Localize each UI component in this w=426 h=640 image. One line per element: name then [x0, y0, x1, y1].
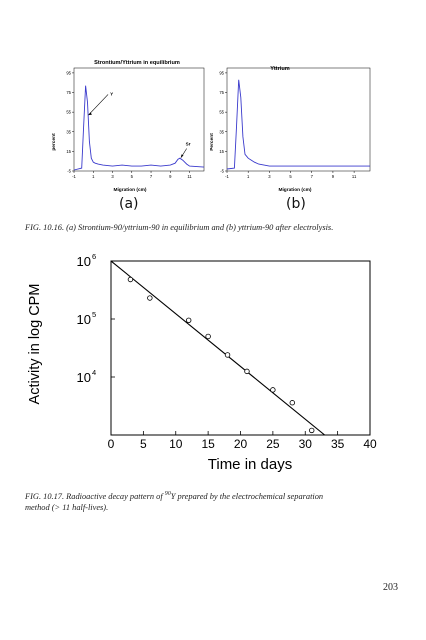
panel-label-a: (a)	[119, 196, 139, 212]
chart-c-y-tick-label: 10	[76, 254, 91, 269]
chart-c-y-tick-exponent: 4	[92, 368, 97, 377]
caption-text-post: Y prepared by the electrochemical separation	[170, 491, 324, 501]
chart-b-x-tick-label: -1	[225, 174, 229, 179]
chart-a-y-arrow	[88, 94, 108, 115]
chart-a-x-tick-label: 3	[111, 174, 114, 179]
chart-a-ylabel: percent	[52, 133, 57, 151]
chart-c-data-point	[148, 296, 153, 301]
chart-a-x-tick-label: 11	[187, 174, 192, 179]
chart-a-x-tick-label: -1	[72, 174, 76, 179]
caption-superscript: 90	[164, 491, 171, 497]
chart-b-y-tick-label: 55	[219, 109, 224, 115]
chart-strontium-yttrium	[40, 50, 190, 200]
chart-a-x-tick-label: 1	[92, 174, 95, 179]
chart-c-plot-frame	[111, 261, 370, 435]
chart-b-x-tick-label: 11	[351, 174, 357, 179]
chart-c-x-tick-label: 5	[140, 437, 147, 451]
chart-a-annotation-y: Y	[110, 91, 114, 97]
chart-c-data-point	[186, 318, 191, 323]
caption-text-pre: FIG. 10.17. Radioactive decay pattern of	[25, 491, 165, 501]
chart-b-x-tick-label: 5	[289, 174, 292, 179]
chart-c-x-tick-label: 40	[363, 437, 377, 451]
chart-a-y-tick-label: 75	[66, 90, 71, 96]
chart-a-x-tick-label: 5	[130, 174, 133, 179]
chart-c-x-tick-label: 20	[233, 437, 248, 451]
page-number: 203	[383, 582, 398, 593]
chart-c-data-point	[309, 428, 314, 433]
chart-b-plot	[219, 68, 370, 179]
chart-c-data-point	[225, 353, 230, 358]
chart-c-data-point	[245, 369, 250, 374]
chart-a-y-arrowhead	[88, 112, 92, 115]
chart-c-x-tick-label: 10	[169, 437, 183, 451]
chart-b-title: Yttrium	[270, 66, 290, 72]
chart-b-x-tick-label: 7	[310, 174, 313, 179]
chart-b-y-tick-label: 75	[219, 90, 224, 96]
chart-c-y-tick-label: 10	[76, 312, 91, 327]
chart-b-series-line	[227, 80, 370, 169]
chart-b-x-tick-label: 9	[331, 174, 335, 179]
chart-c-data-point	[290, 400, 295, 405]
chart-c-xlabel: Time in days	[207, 456, 293, 473]
chart-a-y-tick-label: 35	[66, 129, 71, 135]
chart-a-xlabel: Migration (cm)	[113, 188, 147, 193]
chart-a-y-tick-label: 95	[66, 70, 71, 76]
figure-10-17-caption	[25, 489, 405, 513]
chart-c-x-tick-label: 30	[298, 437, 312, 451]
chart-a-x-tick-label: 7	[149, 174, 153, 179]
figure-10-16-caption: FIG. 10.16. (a) Strontium-90/yttrium-90 in equilibrium and (b) yttrium-90 after electrolysis.	[25, 223, 334, 232]
chart-b-xlabel: Migration (cm)	[278, 188, 312, 193]
chart-yttrium	[205, 50, 385, 200]
chart-c-y-tick-exponent: 5	[92, 310, 97, 319]
chart-c-data-point	[206, 334, 211, 339]
chart-b-ylabel: Percent	[210, 133, 215, 151]
caption-line-1	[25, 489, 405, 502]
chart-c-data-point	[128, 277, 133, 282]
chart-a-title: Strontium/Yttrium in equilibrium	[94, 60, 180, 66]
chart-a-series-line	[74, 86, 204, 170]
chart-a-plot	[66, 68, 204, 179]
chart-c-plot	[77, 252, 377, 451]
chart-a-sr-arrowhead	[181, 154, 184, 157]
chart-b-y-tick-label: 95	[219, 70, 224, 76]
chart-a-plot-frame	[74, 68, 204, 171]
chart-b-y-tick-label: -5	[220, 168, 224, 174]
chart-a-y-tick-label: 15	[66, 148, 71, 154]
chart-b-y-tick-label: 15	[219, 148, 224, 154]
chart-c-y-tick-exponent: 6	[92, 252, 97, 261]
chart-c-ylabel: Activity in log CPM	[27, 283, 43, 405]
chart-a-x-tick-label: 9	[169, 174, 172, 179]
chart-c-data-point	[271, 388, 276, 393]
chart-b-y-tick-label: 35	[219, 129, 224, 135]
caption-line-2: method (> 11 half-lives).	[25, 502, 109, 512]
chart-c-x-tick-label: 25	[266, 437, 280, 451]
chart-a-y-tick-label: 55	[66, 109, 71, 115]
chart-b-x-tick-label: 3	[268, 174, 271, 179]
chart-c-y-tick-label: 10	[76, 370, 91, 385]
chart-a-y-tick-label: -5	[67, 168, 71, 174]
chart-b-plot-frame	[227, 68, 370, 171]
chart-a-annotation-sr: Sr	[185, 141, 191, 147]
panel-label-b: (b)	[286, 196, 306, 212]
chart-c-x-tick-label: 15	[201, 437, 215, 451]
chart-c-x-tick-label: 35	[330, 437, 345, 451]
chart-decay-pattern	[22, 248, 388, 476]
chart-c-x-tick-label: 0	[107, 437, 115, 451]
chart-b-x-tick-label: 1	[247, 174, 250, 179]
chart-c-fit-line	[111, 261, 325, 435]
